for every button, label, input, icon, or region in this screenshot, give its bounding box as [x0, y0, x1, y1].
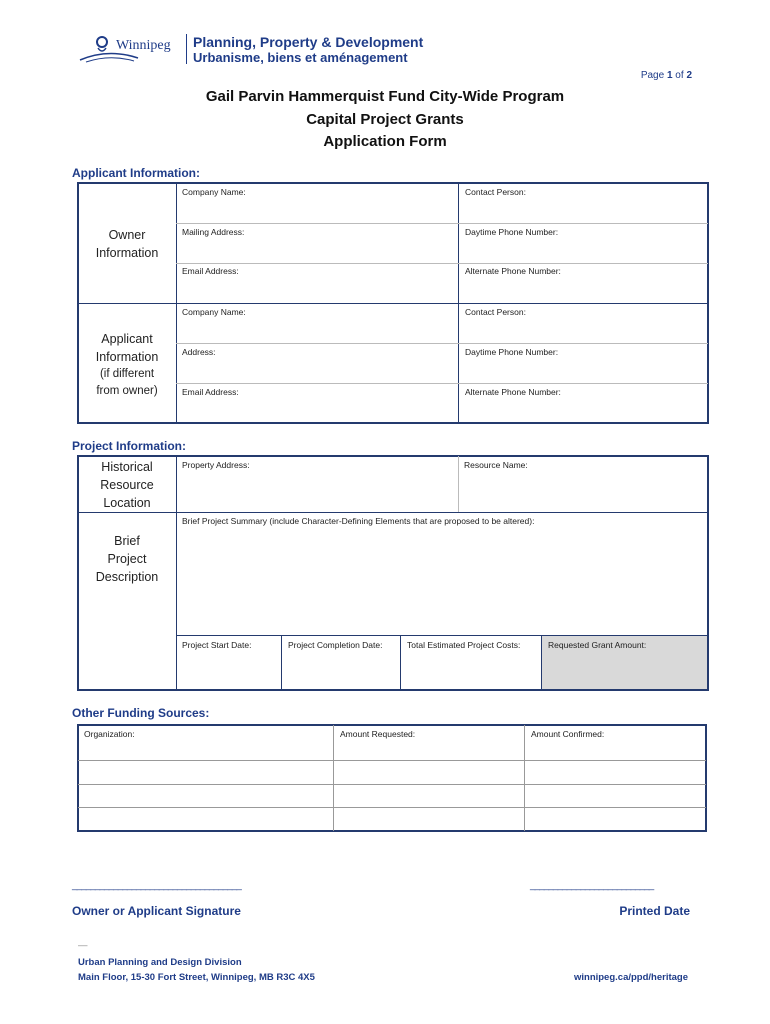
funding-amount-confirmed-header: Amount Confirmed: — [531, 729, 605, 739]
project-completion-date-field[interactable]: Project Completion Date: — [288, 640, 383, 650]
table-divider — [78, 303, 708, 304]
applicant-label-line: Applicant — [101, 332, 153, 346]
applicant-label-line: from owner) — [96, 385, 158, 397]
applicant-label-line: (if different — [99, 368, 155, 380]
resource-name-field[interactable]: Resource Name: — [464, 460, 528, 470]
footer-division: Urban Planning and Design Division — [78, 957, 242, 968]
description-label-line: Project — [107, 552, 147, 566]
funding-row-2-organization[interactable] — [80, 786, 332, 806]
table-divider — [400, 636, 401, 690]
table-divider — [524, 725, 525, 831]
applicant-contact-person-field[interactable]: Contact Person: — [465, 307, 526, 317]
department-name-en: Planning, Property & Development — [193, 34, 424, 50]
funding-row-1-organization[interactable] — [80, 762, 332, 783]
page-total: 2 — [686, 70, 692, 81]
page-of: of — [672, 70, 687, 81]
footer-dash: — — [78, 940, 88, 951]
table-divider — [176, 343, 708, 344]
footer-address: Main Floor, 15-30 Fort Street, Winnipeg, MB R3C 4X5 — [78, 972, 315, 983]
table-divider — [176, 456, 177, 690]
header-divider — [186, 34, 187, 64]
applicant-address-field[interactable]: Address: — [182, 347, 216, 357]
funding-row-3-confirmed[interactable] — [526, 809, 704, 830]
applicant-alternate-phone-field[interactable]: Alternate Phone Number: — [465, 387, 561, 397]
owner-label-line: Owner — [108, 228, 146, 242]
table-divider — [333, 725, 334, 831]
applicant-company-name-field[interactable]: Company Name: — [182, 307, 246, 317]
location-label-line: Location — [103, 496, 151, 510]
title-line-3: Application Form — [323, 133, 447, 150]
table-divider — [78, 784, 706, 785]
owner-email-field[interactable]: Email Address: — [182, 266, 239, 276]
funding-row-2-confirmed[interactable] — [526, 786, 704, 806]
table-divider — [176, 263, 708, 264]
footer-url-link[interactable]: winnipeg.ca/ppd/heritage — [573, 972, 688, 983]
applicant-section-heading: Applicant Information: — [72, 166, 200, 180]
owner-label-line: Information — [95, 246, 159, 260]
description-label-line: Brief — [114, 534, 140, 548]
property-address-field[interactable]: Property Address: — [182, 460, 250, 470]
project-summary-field[interactable]: Brief Project Summary (include Character-Defining Elements that are proposed to be altered): — [182, 516, 535, 526]
department-name-fr: Urbanisme, biens et aménagement — [193, 50, 408, 65]
funding-row-1-confirmed[interactable] — [526, 762, 704, 783]
funding-row-2-requested[interactable] — [335, 786, 523, 806]
page-prefix: Page — [640, 70, 667, 81]
date-line[interactable]: ___________________________ — [530, 880, 654, 891]
page-current: 1 — [666, 70, 673, 81]
form-title — [0, 86, 770, 154]
table-divider — [78, 807, 706, 808]
project-start-date-field[interactable]: Project Start Date: — [182, 640, 252, 650]
applicant-label-line: Information — [95, 350, 159, 364]
funding-row-1-requested[interactable] — [335, 762, 523, 783]
title-line-2: Capital Project Grants — [306, 110, 464, 128]
owner-alternate-phone-field[interactable]: Alternate Phone Number: — [465, 266, 561, 276]
applicant-email-field[interactable]: Email Address: — [182, 387, 239, 397]
applicant-daytime-phone-field[interactable]: Daytime Phone Number: — [465, 347, 559, 357]
funding-row-3-requested[interactable] — [335, 809, 523, 830]
title-line-1: Gail Parvin Hammerquist Fund City-Wide Program — [205, 88, 565, 105]
funding-row-3-organization[interactable] — [80, 809, 332, 830]
funding-section-heading: Other Funding Sources: — [72, 706, 210, 720]
funding-organization-header: Organization: — [84, 729, 135, 739]
owner-mailing-address-field[interactable]: Mailing Address: — [182, 227, 245, 237]
page-number — [641, 70, 692, 81]
location-label-line: Historical — [101, 460, 153, 474]
owner-contact-person-field[interactable]: Contact Person: — [465, 187, 526, 197]
table-divider — [176, 383, 708, 384]
table-divider — [458, 456, 459, 512]
signature-line[interactable]: _____________________________________ — [72, 880, 241, 891]
owner-info-label — [78, 226, 176, 262]
requested-grant-field[interactable]: Requested Grant Amount: — [548, 640, 647, 650]
funding-amount-requested-header: Amount Requested: — [340, 729, 416, 739]
table-divider — [176, 223, 708, 224]
location-label-line: Resource — [100, 478, 154, 492]
historical-location-label — [78, 458, 176, 512]
applicant-info-label — [78, 330, 176, 400]
total-costs-field[interactable]: Total Estimated Project Costs: — [407, 640, 521, 650]
owner-company-name-field[interactable]: Company Name: — [182, 187, 246, 197]
table-divider — [281, 636, 282, 690]
printed-date-label: Printed Date — [619, 904, 690, 918]
logo-wordmark: Winnipeg — [116, 38, 171, 53]
project-section-heading: Project Information: — [72, 439, 187, 453]
project-description-label — [78, 532, 176, 586]
description-label-line: Description — [95, 570, 159, 584]
table-divider — [78, 760, 706, 761]
owner-daytime-phone-field[interactable]: Daytime Phone Number: — [465, 227, 559, 237]
signature-label: Owner or Applicant Signature — [72, 904, 241, 918]
table-divider — [78, 512, 708, 513]
